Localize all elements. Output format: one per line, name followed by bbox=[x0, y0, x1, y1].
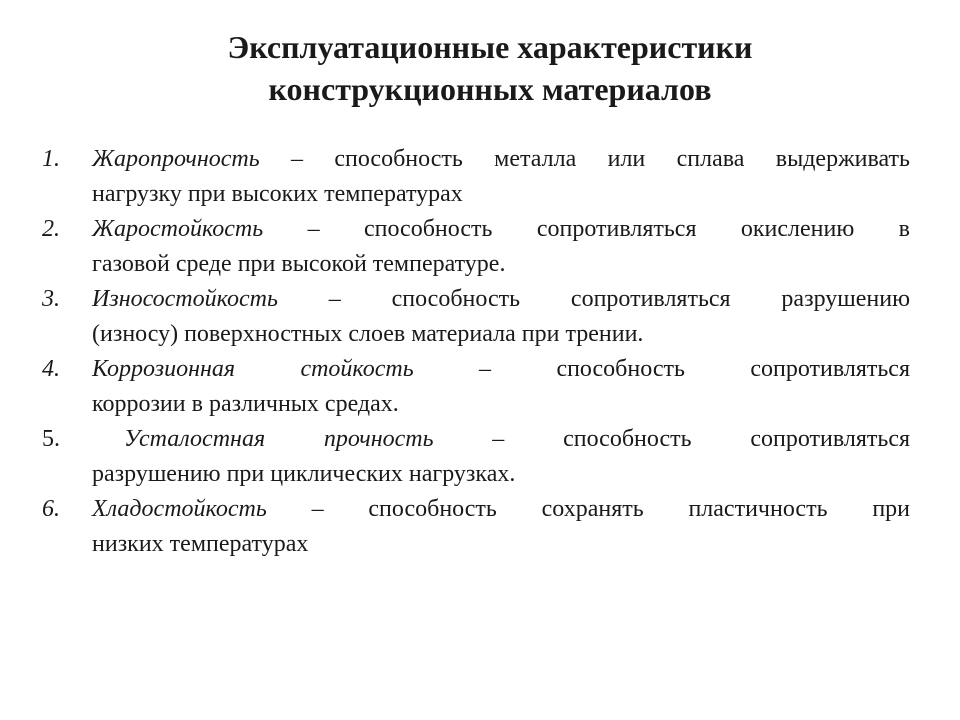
item-number: 1. bbox=[42, 146, 60, 172]
item-term: Жаростойкость bbox=[92, 216, 264, 242]
item-number: 6. bbox=[42, 496, 60, 522]
item-number: 2. bbox=[42, 216, 60, 242]
item-term: Хладостойкость bbox=[92, 496, 267, 522]
item-definition: – способность металла или сплава выдерживать bbox=[259, 146, 910, 172]
item-line-2: разрушению при циклических нагрузках. bbox=[92, 461, 516, 487]
slide-title-line-1: Эксплуатационные характеристики bbox=[227, 29, 753, 65]
list-item bbox=[42, 352, 910, 422]
list-item bbox=[42, 212, 910, 282]
list-item bbox=[42, 422, 910, 492]
item-line-1 bbox=[92, 422, 910, 457]
characteristics-list bbox=[42, 142, 910, 562]
item-term: Жаропрочность bbox=[92, 146, 260, 172]
item-number: 5. bbox=[42, 426, 60, 452]
item-definition: – способность сопротивляться окислению в bbox=[263, 216, 910, 242]
item-line-2: нагрузку при высоких температурах bbox=[92, 181, 463, 207]
item-definition: – способность сопротивляться разрушению bbox=[277, 286, 910, 312]
item-line-2: низких температурах bbox=[92, 531, 309, 557]
slide-title-line-2: конструкционных материалов bbox=[268, 71, 712, 107]
item-line-1 bbox=[92, 142, 910, 177]
item-definition: – способность сопротивляться bbox=[413, 356, 910, 382]
item-line-1 bbox=[92, 212, 910, 247]
list-item bbox=[42, 142, 910, 212]
item-definition: – способность сохранять пластичность при bbox=[266, 496, 910, 522]
item-line-1 bbox=[92, 352, 910, 387]
item-term: Износостойкость bbox=[92, 286, 278, 312]
slide-title bbox=[90, 26, 890, 110]
item-line-2: газовой среде при высокой температуре. bbox=[92, 251, 506, 277]
item-term: Усталостная прочность bbox=[124, 426, 434, 452]
list-item bbox=[42, 492, 910, 562]
item-line-2: (износу) поверхностных слоев материала при трении. bbox=[92, 321, 644, 347]
item-line-1 bbox=[92, 282, 910, 317]
list-item bbox=[42, 282, 910, 352]
item-term: Коррозионная стойкость bbox=[92, 356, 414, 382]
item-line-1 bbox=[92, 492, 910, 527]
item-definition: – способность сопротивляться bbox=[433, 426, 911, 452]
item-line-2: коррозии в различных средах. bbox=[92, 391, 399, 417]
item-number: 4. bbox=[42, 356, 60, 382]
item-number: 3. bbox=[42, 286, 60, 312]
